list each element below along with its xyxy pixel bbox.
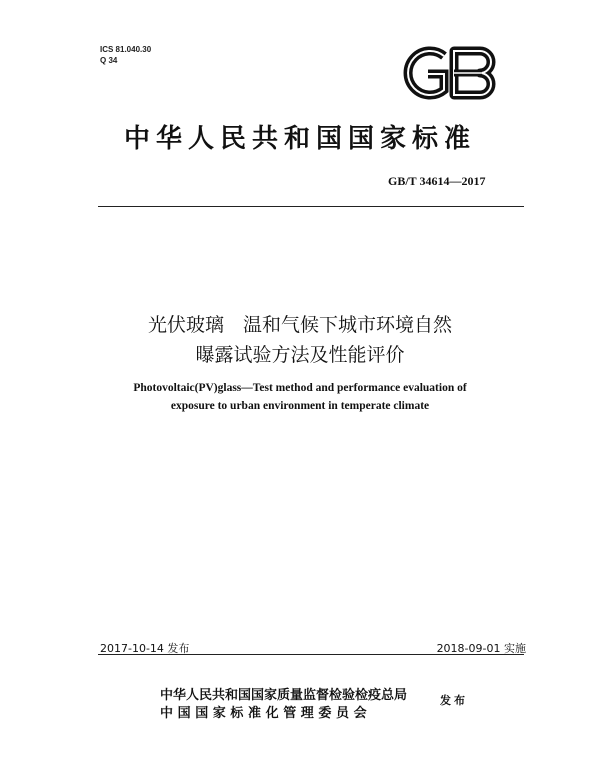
english-title-line-2: exposure to urban environment in temperate climate [170, 400, 430, 412]
chinese-title-line-1: 光伏玻璃 温和气候下城市环境自然 [147, 314, 452, 336]
issuer-line-2: 中国国家标准化管理委员会 [160, 706, 372, 721]
top-divider [98, 206, 524, 207]
issue-date: 2017-10-14 发布 [100, 642, 190, 655]
gb-logo-icon [398, 44, 500, 102]
ccs-code: Q 34 [100, 56, 118, 65]
issuer-line-1: 中华人民共和国国家质量监督检验检疫总局 [160, 688, 408, 703]
ics-code: ICS 81.040.30 [100, 45, 152, 54]
implementation-date: 2018-09-01 实施 [436, 642, 526, 655]
english-title-line-1: Photovoltaic(PV)glass—Test method and performance evaluation of [133, 382, 467, 394]
main-title: 中华人民共和国国家标准 [123, 124, 476, 154]
ics-code-block [100, 44, 151, 66]
bottom-divider [98, 654, 524, 655]
standard-number: GB/T 34614—2017 [388, 174, 486, 188]
chinese-title-line-2: 曝露试验方法及性能评价 [195, 344, 405, 366]
publish-label: 发布 [440, 694, 468, 707]
